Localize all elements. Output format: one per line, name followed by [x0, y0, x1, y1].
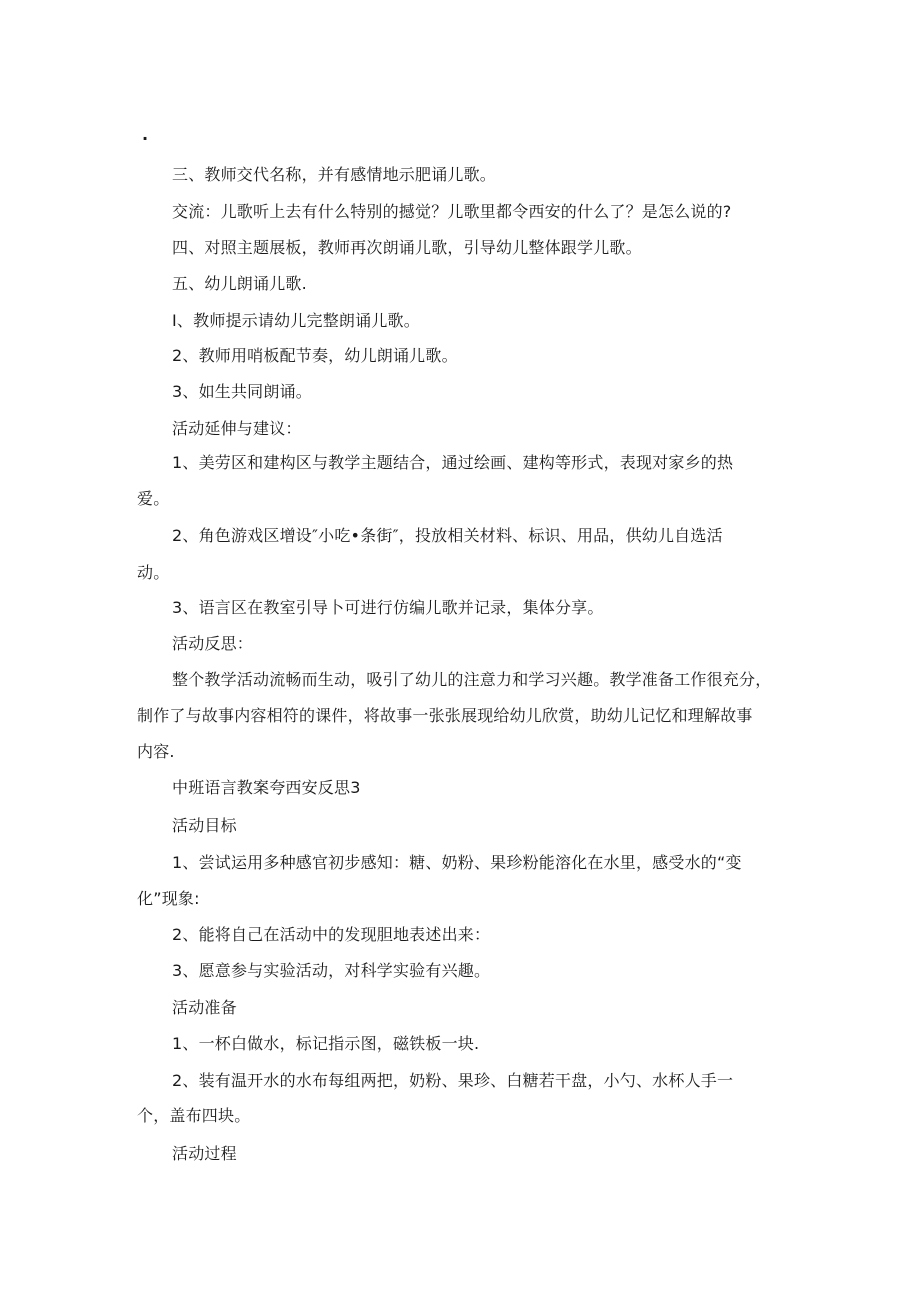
extension-heading: 活动延伸与建议： [172, 419, 302, 438]
preparation-heading: 活动准备 [172, 998, 237, 1017]
extension-item-2-line-1: 2、角色游戏区增设″小吃•条街″，投放相关材料、标识、用品，供幼儿自选活 [172, 526, 723, 545]
substep-2-line: 2、教师用哨板配节奏，幼儿朗诵儿歌。 [172, 346, 458, 365]
goal-2-line: 2、能将自己在活动中的发现胆地表述出来： [172, 925, 491, 944]
step-four-line: 四、对照主题展板，教师再次朗诵儿歌，引导幼儿整体跟学儿歌。 [172, 238, 642, 257]
goal-3-line: 3、愿意参与实验活动，对科学实验有兴趣。 [172, 961, 491, 980]
extension-item-1-line-2: 爱。 [137, 489, 170, 508]
goal-1-line-1: 1、尝试运用多种感官初步感知：糖、奶粉、果珍粉能溶化在水里，感受水的“变 [172, 853, 742, 872]
reflection-line-3: 内容. [137, 742, 175, 761]
top-bullet-mark: · [142, 129, 149, 148]
preparation-2-line-2: 个，盖布四块。 [137, 1106, 251, 1125]
reflection-line-2: 制作了与故事内容相符的课件，将故事一张张展现给幼儿欣赏，助幼儿记忆和理解故事 [137, 706, 753, 725]
goals-heading: 活动目标 [172, 816, 237, 835]
reflection-heading: 活动反思： [172, 634, 254, 653]
substep-1-line: I、教师提示请幼儿完整朗诵儿歌。 [172, 311, 420, 330]
substep-3-line: 3、如生共同朗诵。 [172, 382, 312, 401]
extension-item-3-line: 3、语言区在教室引导卜可进行仿编儿歌并记录，集体分享。 [172, 598, 604, 617]
extension-item-2-line-2: 动。 [137, 563, 170, 582]
process-heading: 活动过程 [172, 1144, 237, 1163]
discussion-line: 交流：儿歌听上去有什么特别的撼觉？儿歌里都令西安的什么了？是怎么说的? [172, 202, 732, 221]
step-three-line: 三、教师交代名称，并有感情地示肥诵儿歌。 [172, 165, 497, 184]
preparation-1-line: 1、一杯白做水，标记指示图，磁铁板一块. [172, 1034, 480, 1053]
goal-1-line-2: 化”现象: [137, 889, 200, 908]
reflection-line-1: 整个教学活动流畅而生动，吸引了幼儿的注意力和学习兴趣。教学准备工作很充分， [172, 670, 772, 689]
preparation-2-line-1: 2、装有温开水的水布每组两把，奶粉、果珍、白糖若干盘，小勺、水杯人手一 [172, 1071, 734, 1090]
step-five-line: 五、幼儿朗诵儿歌. [172, 274, 307, 293]
extension-item-1-line-1: 1、美劳区和建构区与教学主题结合，通过绘画、建构等形式，表现对家乡的热 [172, 453, 734, 472]
section-title: 中班语言教案夸西安反思3 [172, 778, 361, 797]
